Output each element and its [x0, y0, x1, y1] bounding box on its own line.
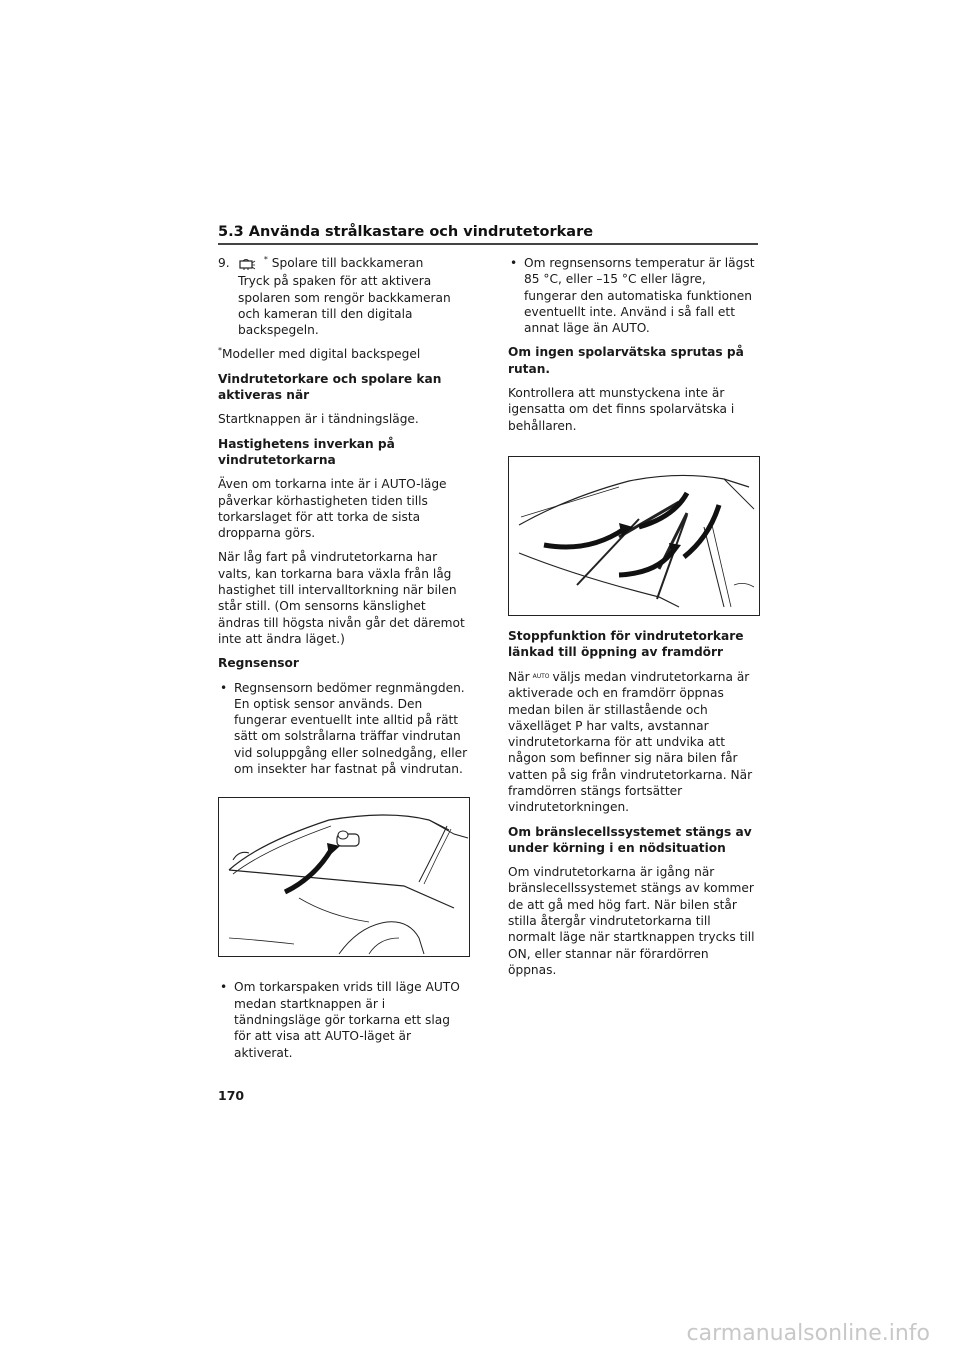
paragraph: Kontrollera att munstyckena inte är igensatta om det finns spolarvätska i behållaren. [508, 386, 735, 433]
section-header: 5.3 Använda strålkastare och vindrutetorkare [218, 224, 594, 240]
heading-speed: Hastighetens inverkan på vindrutetorkarna [218, 436, 395, 467]
list-item: • Regnsensorn bedömer regnmängden. En optisk sensor används. Den fungerar eventuellt inte alltid på rätt sätt om solstrålarna träffar vindrutan vid soluppgång eller solnedgång, eller om insekter har fastnat på vindrutan. [220, 680, 468, 777]
rear-camera-washer-icon [238, 258, 256, 270]
wiper-illustration [508, 456, 760, 616]
item-text: Tryck på spaken för att aktivera spolaren som rengör backkameran och kameran till den digitala backspegeln. [238, 274, 451, 338]
heading-activation: Vindrutetorkare och spolare kan aktiveras när [218, 371, 442, 403]
paragraph: Startknappen är i tändningsläge. [218, 412, 419, 427]
right-column [508, 255, 758, 986]
list-item: • Om torkarspaken vrids till läge AUTO medan startknappen är i tändningsläge gör torkarna ett slag för att visa att AUTO-läget är aktiverat. [220, 980, 460, 1060]
bullet-dot: • [220, 980, 228, 995]
page-number: 170 [218, 1088, 245, 1103]
list-item: • Om regnsensorns temperatur är lägst 85 °C, eller –15 °C eller lägre, fungerar den automatiska funktionen eventuellt inte. Använd i så fall ett annat läge än AUTO. [510, 256, 755, 336]
auto-icon: AUTO [532, 672, 550, 680]
heading-no-washer-fluid: Om ingen spolarvätska sprutas på rutan. [508, 345, 744, 376]
item-title: Spolare till backkameran [271, 256, 424, 270]
bullet-dot: • [510, 256, 518, 270]
heading-emergency: Om bränslecellssystemet stängs av under körning i en nödsituation [508, 824, 752, 855]
list-item-9: 9. * Spolare till backkameran Tryck på spaken för att aktivera spolaren som rengör backkameran och kameran till den digitala backspegeln. [218, 255, 468, 346]
left-column [218, 255, 468, 1069]
heading-rain-sensor: Regnsensor [218, 656, 299, 671]
watermark: carmanualsonline.info [686, 1321, 930, 1346]
paragraph: När AUTO väljs medan vindrutetorkarna är aktiverade och en framdörr öppnas medan bilen är stillastående och växelläget P har valts, avstannar vindrutetorkarna för att undvika att någon som befinner sig nära bilen får vatten på sig från vindrutetorkarna. När framdörren stängs fortsätter vindrutetorkningen. [508, 669, 753, 815]
heading-door-stop: Stoppfunktion för vindrutetorkare länkad till öppning av framdörr [508, 628, 744, 660]
paragraph: Om vindrutetorkarna är igång när bränslecellssystemet stängs av kommer de att gå med hög fart. När bilen står stilla återgår vindrutetorkarna till normalt läge när startknappen trycks till ON, eller stannar när förardörren öppnas. [508, 865, 755, 977]
rain-sensor-illustration [218, 797, 470, 957]
header-rule [218, 243, 758, 245]
paragraph: När låg fart på vindrutetorkarna har valts, kan torkarna bara växla från låg hastighet till intervalltorkning när bilen står still. (Om sensorns känslighet ändras till högsta nivån går det däremot inte att ändra läget.) [218, 550, 465, 646]
item-number: 9. [218, 256, 230, 270]
bullet-dot: • [220, 680, 228, 695]
paragraph: Även om torkarna inte är i AUTO-läge påverkar körhastigheten tiden tills torkarslaget för att torka de sista dropparna görs. [218, 477, 447, 541]
footnote: *Modeller med digital backspegel [218, 346, 421, 362]
